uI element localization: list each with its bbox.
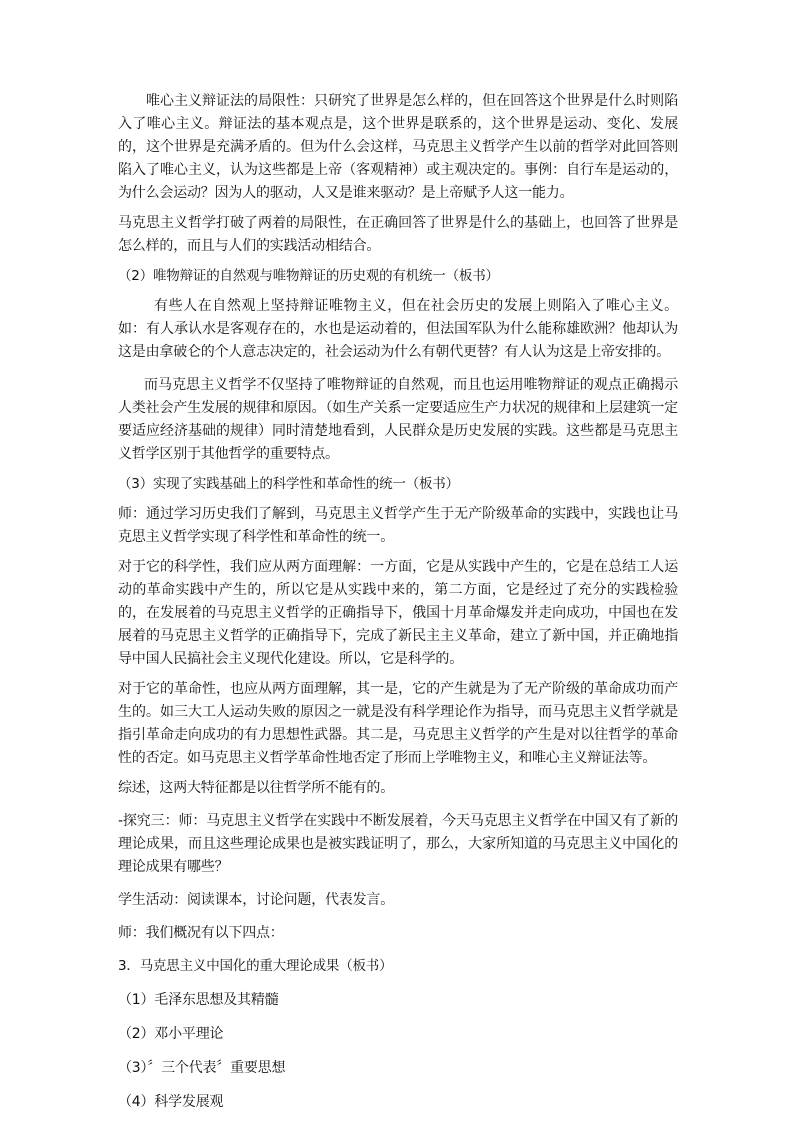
list-item: （4）科学发展观	[118, 1094, 224, 1110]
heading-section-2: （2）唯物辩证的自然观与唯物辩证的历史观的有机统一（板书）	[118, 268, 499, 284]
heading-section-3: （3）实现了实践基础上的科学性和革命性的统一（板书）	[118, 476, 459, 492]
paragraph-history-view: 有些人在自然观上坚持辩证唯物主义，但在社会历史的发展上则陷入了唯心主义。如：有人承认水是客观存在的，水也是运动着的，但法国军队为什么能称雄欧洲？他却认为这是由拿破仑的个人意志决定的，社会运动为什么有朝代更替？有人认为这是上帝安排的。	[118, 298, 678, 360]
paragraph-student-activity: 学生活动：阅读课本，讨论问题，代表发言。	[118, 892, 394, 908]
paragraph-idealist-dialectics: 唯心主义辩证法的局限性：只研究了世界是怎么样的，但在回答这个世界是什么时则陷入了唯心主义。辩证法的基本观点是，这个世界是联系的，这个世界是运动、变化、发展的，这个世界是充满矛盾的。但为什么会这样，马克思主义哲学产生以前的哲学对此回答则陷入了唯心主义，认为这些都是上帝（客观精神）或主观决定的。事例：自行车是运动的，为什么会运动？因为人的驱动，人又是谁来驱动？是上帝赋予人这一能力。	[118, 93, 678, 201]
paragraph-inquiry-three: -探究三：师：马克思主义哲学在实践中不断发展着，今天马克思主义哲学在中国又有了新的理论成果，而且这些理论成果也是被实践证明了，那么，大家所知道的马克思主义中国化的理论成果有哪些？	[118, 813, 678, 875]
list-item: （1）毛泽东思想及其精髓	[118, 992, 279, 1008]
paragraph-materialist-dialectics: 而马克思主义哲学不仅坚持了唯物辩证的自然观，而且也运用唯物辩证的观点正确揭示人类社会产生发展的规律和原因。（如生产关系一定要适应生产力状况的规律和上层建筑一定要适应经济基础的规律）同时清楚地看到，人民群众是历史发展的实践。这些都是马克思主义哲学区别于其他哲学的重要特点。	[118, 377, 678, 462]
heading-section-4: 3．马克思主义中国化的重大理论成果（板书）	[118, 958, 393, 974]
list-item: （2）邓小平理论	[118, 1026, 224, 1042]
document-page	[118, 90, 678, 1114]
paragraph-teacher-summary: 师：我们概况有以下四点：	[118, 925, 284, 941]
paragraph-scientific-nature: 对于它的科学性，我们应从两方面理解：一方面，它是从实践中产生的，它是在总结工人运动的革命实践中产生的，所以它是从实践中来的，第二方面，它是经过了充分的实践检验的，在发展着的马克思主义哲学的正确指导下，俄国十月革命爆发并走向成功，中国也在发展着的马克思主义哲学的正确指导下，完成了新民主主义革命，建立了新中国，并正确地指导中国人民搞社会主义现代化建设。所以，它是科学的。	[118, 559, 678, 667]
paragraph-teacher-history: 师：通过学习历史我们了解到，马克思主义哲学产生于无产阶级革命的实践中，实践也让马克思主义哲学实现了科学性和革命性的统一。	[118, 506, 678, 545]
list-item: （3）〞三个代表〞重要思想	[118, 1060, 286, 1076]
paragraph-summary: 综述，这两大特征都是以往哲学所不能有的。	[118, 780, 394, 796]
paragraph-revolutionary-nature: 对于它的革命性，也应从两方面理解，其一是，它的产生就是为了无产阶级的革命成功而产生的。如三大工人运动失败的原因之一就是没有科学理论作为指导，而马克思主义哲学就是指引革命走向成功的有力思想性武器。其二是，马克思主义哲学的产生是对以往哲学的革命性的否定。如马克思主义哲学革命性地否定了形而上学唯物主义，和唯心主义辩证法等。	[118, 681, 678, 766]
paragraph-marxism-breakthrough: 马克思主义哲学打破了两着的局限性，在正确回答了世界是什么的基础上，也回答了世界是怎么样的，而且与人们的实践活动相结合。	[118, 215, 678, 254]
theory-list	[118, 989, 678, 1114]
